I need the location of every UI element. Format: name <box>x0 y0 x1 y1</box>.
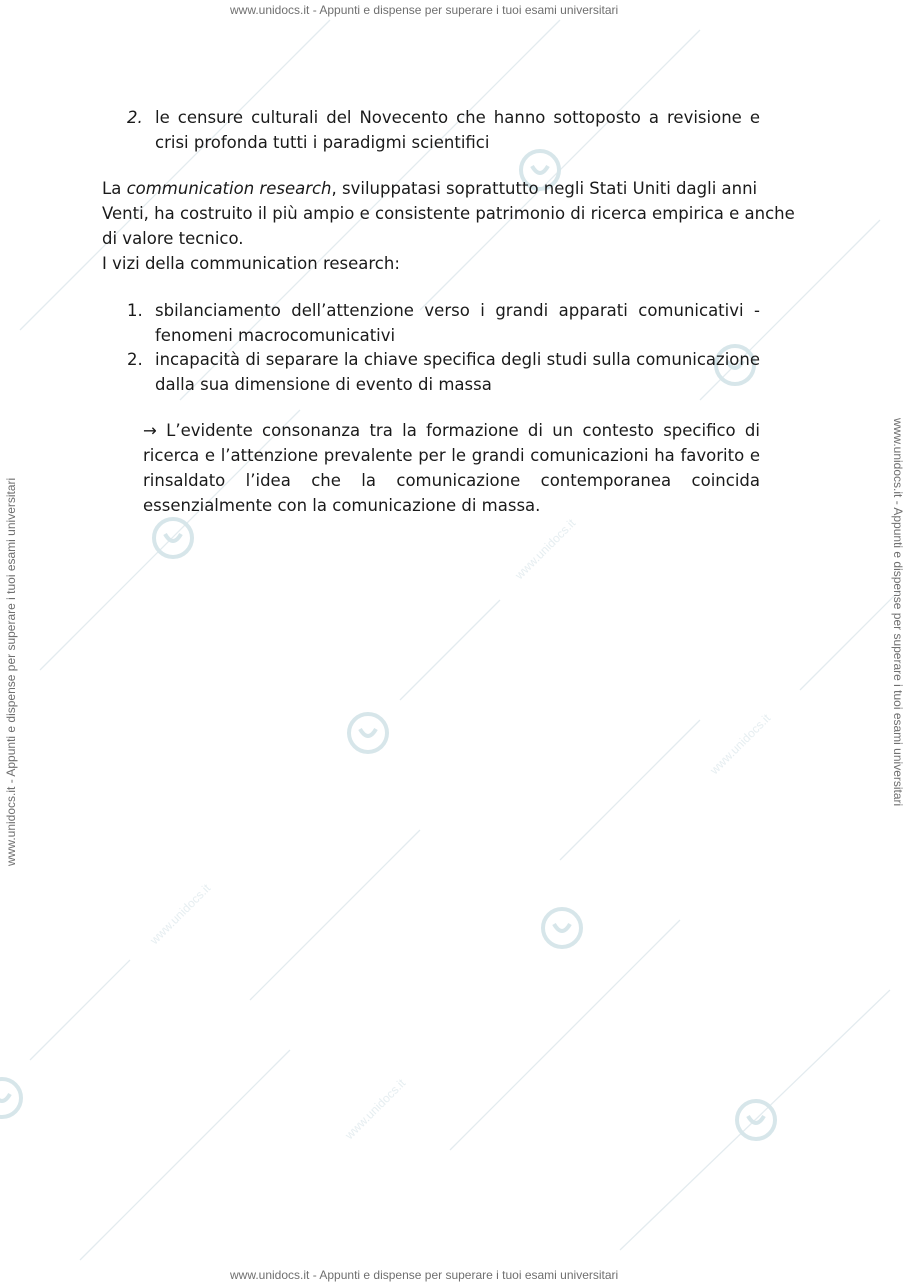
list-text: incapacità di separare la chiave specifica degli studi sulla comunicazione dalla sua dimensione di evento di massa <box>155 350 760 394</box>
watermark-left: www.unidocs.it - Appunti e dispense per superare i tuoi esami universitari <box>4 477 18 866</box>
conclusion-block <box>143 418 760 518</box>
unidocs-logo-icon <box>0 1079 21 1117</box>
intro-rest: , sviluppatasi soprattutto negli Stati Uniti dagli anni Venti, ha costruito il più ampio e consistente patrimonio di ricerca empirica e anche di valore tecnico. <box>102 179 795 248</box>
intro-lead: La <box>102 179 127 198</box>
watermark-url-faint: www.unidocs.it <box>707 711 774 778</box>
arrow-icon: → <box>143 421 157 440</box>
vizi-heading: I vizi della communication research: <box>102 254 400 273</box>
list-number: 1. <box>127 301 143 320</box>
intro-paragraph <box>102 176 802 251</box>
intro-italic-term: communication research <box>126 179 332 198</box>
list-item <box>127 105 760 155</box>
unidocs-logo-icon <box>543 909 581 947</box>
list-item <box>127 347 760 397</box>
watermark-url-faint: www.unidocs.it <box>512 516 579 583</box>
unidocs-logo-icon <box>737 1101 775 1139</box>
list-item <box>127 298 760 348</box>
list-number: 2. <box>127 350 143 369</box>
watermark-url-faint: www.unidocs.it <box>342 1076 409 1143</box>
list-text: sbilanciamento dell’attenzione verso i grandi apparati comunicativi - fenomeni macrocomunicativi <box>155 301 760 345</box>
watermark-top: www.unidocs.it - Appunti e dispense per superare i tuoi esami universitari <box>230 3 619 17</box>
watermark-right: www.unidocs.it - Appunti e dispense per superare i tuoi esami universitari <box>891 418 905 807</box>
watermark-bottom: www.unidocs.it - Appunti e dispense per superare i tuoi esami universitari <box>230 1268 619 1282</box>
watermark-url-faint: www.unidocs.it <box>147 881 214 948</box>
list-text: le censure culturali del Novecento che hanno sottoposto a revisione e crisi profonda tutti i paradigmi scientifici <box>155 108 760 152</box>
unidocs-logo-icon <box>154 519 192 557</box>
unidocs-logo-icon <box>349 714 387 752</box>
list-number: 2. <box>127 108 143 127</box>
conclusion-text: L’evidente consonanza tra la formazione di un contesto specifico di ricerca e l’attenzione prevalente per le grandi comunicazioni ha favorito e rinsaldato l’idea che la comunicazione contemporanea coincida essenzialmente con la comunicazione di massa. <box>143 421 760 515</box>
